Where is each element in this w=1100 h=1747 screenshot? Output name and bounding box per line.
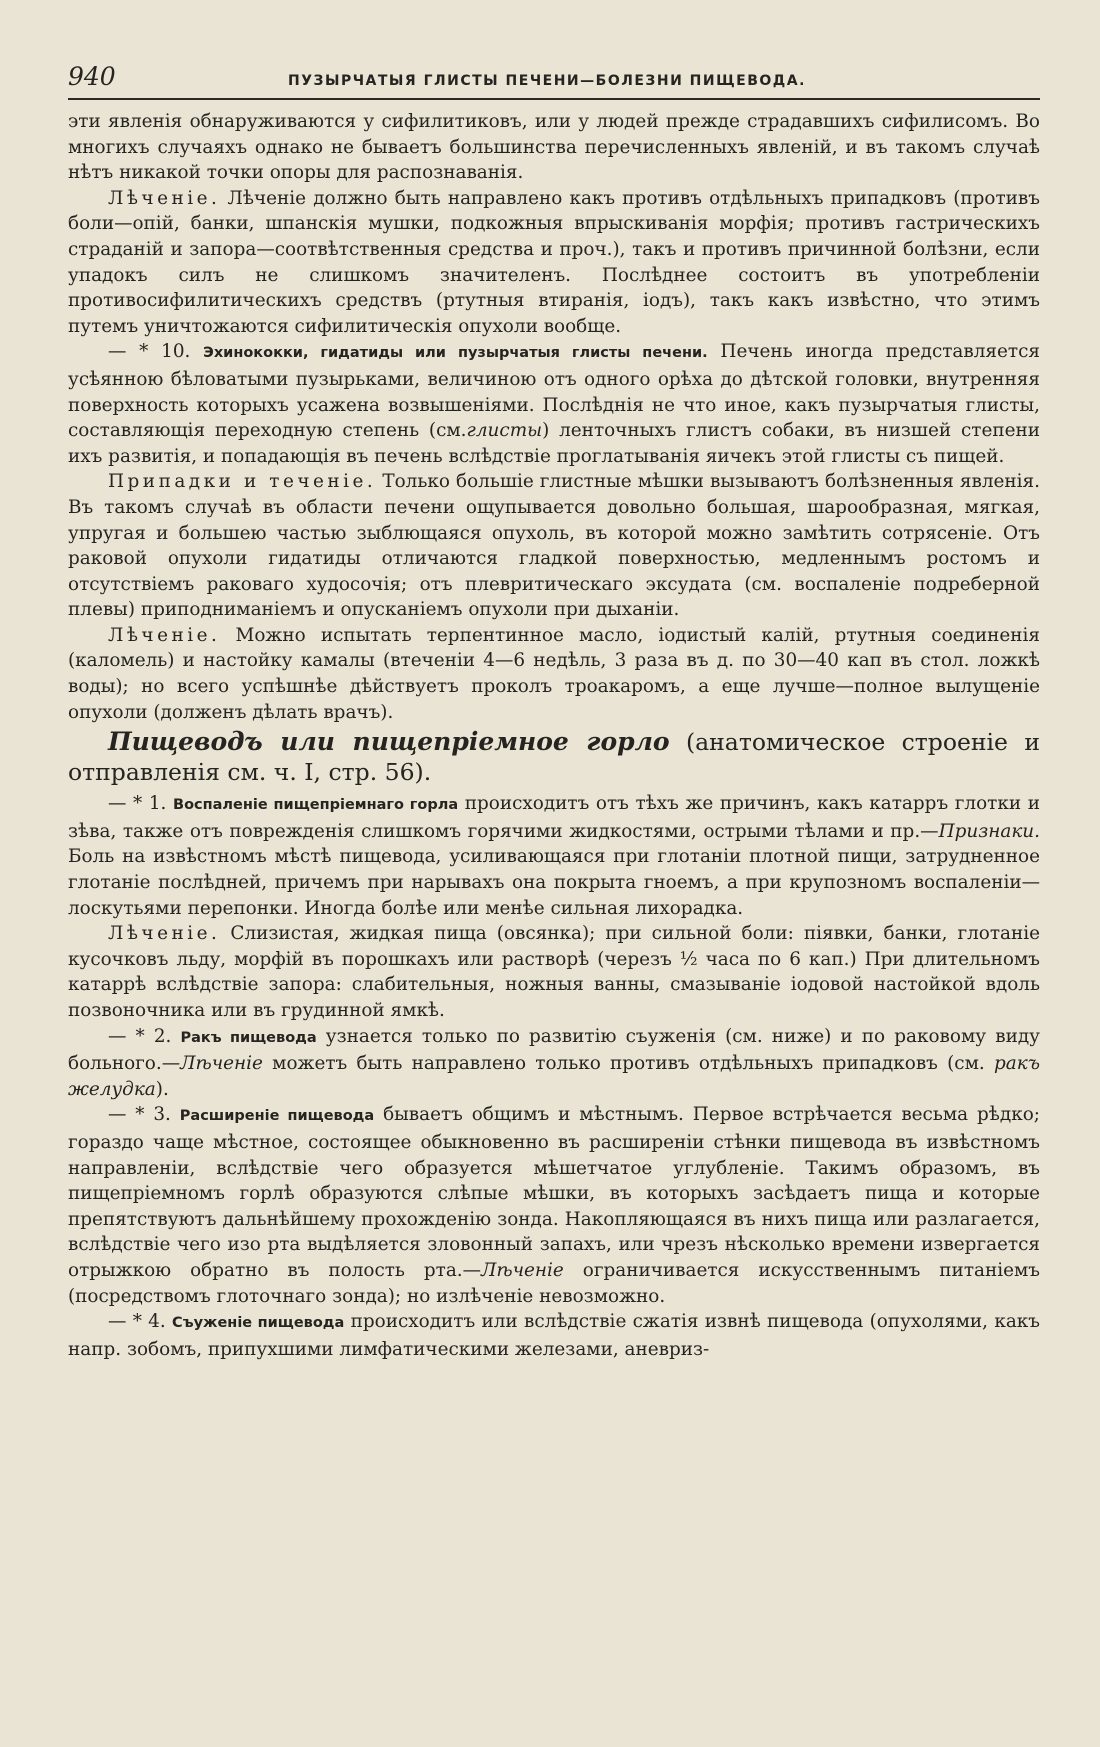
- paragraph-syphilis-treatment: [68, 186, 1040, 340]
- section-title: Эхинококки, гидатиды или пузырчатыя глисты печени.: [203, 345, 708, 362]
- page-header: [68, 62, 1040, 100]
- section-title: Ракъ пищевода: [180, 1029, 317, 1046]
- paragraph-text: узнается только по развитію съуженія (см. ниже) и по раковому виду больного.—: [68, 1025, 1040, 1075]
- paragraph-esophageal-cancer: [68, 1024, 1040, 1103]
- paragraph-text: Боль на извѣстномъ мѣстѣ пищевода, усиливающаяся при глотаніи плотной пищи, затрудненное глотаніе послѣдней, причемъ при нарывахъ она покрыта гноемъ, а при крупозномъ воспаленіи—лоскутьями перепонки. Иногда болѣе или менѣе сильная лихорадка.: [68, 846, 1040, 919]
- subheading: Лѣченіе: [180, 1053, 263, 1075]
- paragraph-text: бываетъ общимъ и мѣстнымъ. Первое встрѣчается весьма рѣдко; гораздо чаще мѣстное, состоящее обыкновенно въ расширеніи стѣнки пищевода въ извѣстномъ направленіи, вслѣдствіе чего образуется мѣшетчатое углубленіе. Такимъ образомъ, въ пищепріемномъ горлѣ образуются слѣпые мѣшки, въ которыхъ засѣдаетъ пища и которые препятствуютъ дальнѣйшему прохожденію зонда. Накопляющаяся въ нихъ пища или разлагается, вслѣдствіе чего изо рта выдѣляется зловонный запахъ, или чрезъ нѣсколько времени извергается отрыжкою обратно въ полость рта.—: [68, 1104, 1040, 1281]
- section-number: — * 3.: [108, 1104, 171, 1126]
- paragraph-text: происходитъ отъ тѣхъ же причинъ, какъ катарръ глотки и зѣва, также отъ поврежденія слишкомъ горячими жидкостями, острыми тѣлами и пр.—: [68, 793, 1040, 842]
- running-title: ПУЗЫРЧАТЫЯ ГЛИСТЫ ПЕЧЕНИ—БОЛЕЗНИ ПИЩЕВОДА.: [288, 73, 806, 89]
- paragraph-text: ограничивается искусственнымъ питаніемъ (посредствомъ глоточнаго зонда); но излѣченіе невозможно.: [68, 1259, 1040, 1307]
- paragraph-label: Лѣченіе.: [108, 624, 221, 646]
- paragraph-echinococcus-treatment: [68, 623, 1040, 725]
- paragraph-text: можетъ быть направлено только противъ отдѣльныхъ припадковъ (см.: [272, 1053, 985, 1075]
- paragraph-text: эти явленія обнаруживаются у сифилитиковъ, или у людей прежде страдавшихъ сифилисомъ. Во многихъ случаяхъ однако не бываетъ большинства перечисленныхъ явленій, и въ такомъ случаѣ нѣтъ никакой точки опоры для распознаванія.: [68, 111, 1040, 184]
- paragraph-text: ).: [155, 1078, 169, 1100]
- paragraph-text: Можно испытать терпентинное масло, іодистый калій, ртутныя соединенія (каломель) и настойку камалы (втеченіи 4—6 недѣль, 3 раза въ д. по 30—40 кап въ стол. ложкѣ воды); но всего успѣшнѣе дѣйствуетъ проколъ троакаромъ, а еще лучше—полное вылущеніе опухоли (долженъ дѣлать врачъ).: [68, 624, 1040, 723]
- paragraph-echinococcus: [68, 339, 1040, 469]
- section-number: — * 1.: [108, 793, 167, 815]
- cross-reference: ракъ желудка: [68, 1053, 1040, 1100]
- page-number: 940: [68, 62, 116, 91]
- chapter-subtitle: (анатомическое строеніе и отправленія см. ч. I, стр. 56).: [68, 728, 1040, 787]
- paragraph-esophageal-dilation: [68, 1102, 1040, 1309]
- paragraph-label: Лѣченіе.: [108, 923, 221, 945]
- subheading: Лѣченіе: [481, 1259, 564, 1281]
- section-title: Расширеніе пищевода: [179, 1108, 375, 1125]
- paragraph-echinococcus-symptoms: [68, 469, 1040, 623]
- subheading: Признаки.: [938, 820, 1040, 842]
- paragraph-esophagitis-treatment: [68, 921, 1040, 1023]
- paragraph-text: Слизистая, жидкая пища (овсянка); при сильной боли: піявки, банки, глотаніе кусочковъ льду, морфій въ порошкахъ или растворѣ (черезъ ½ часа по 6 кап.) При длительномъ катаррѣ вслѣдствіе запора: слабительныя, ножныя ванны, смазываніе іодовой настойкой вдоль позвоночника или въ грудинной ямкѣ.: [68, 923, 1040, 1021]
- section-title: Воспаленіе пищепріемнаго горла: [173, 797, 459, 814]
- section-title: Съуженіе пищевода: [172, 1315, 345, 1332]
- paragraph-text: происходитъ или вслѣдствіе сжатія извнѣ пищевода (опухолями, какъ напр. зобомъ, припухшими лимфатическими железами, аневриз-: [68, 1311, 1040, 1360]
- paragraph-text: ) ленточныхъ глистъ собаки, въ низшей степени ихъ развитія, и попадающія въ печень вслѣдствіе проглатыванія яичекъ этой глисты съ пищей.: [68, 420, 1040, 467]
- page-body: [68, 109, 1040, 1362]
- paragraph-syphilis-symptoms: [68, 109, 1040, 186]
- section-number: — * 10.: [108, 341, 191, 363]
- paragraph-text: Только большіе глистные мѣшки вызываютъ болѣзненныя явленія. Въ такомъ случаѣ въ области печени ощупывается довольно большая, шарообразная, мягкая, упругая и большею частью зыблющаяся опухоль, въ которой можно замѣтить сотрясеніе. Отъ раковой опухоли гидатиды отличаются гладкой поверхностью, медленнымъ ростомъ и отсутствіемъ раковаго худосочія; отъ плевритическаго эксудата (см. воспаленіе подреберной плевы) приподниманіемъ и опусканіемъ опухоли при дыханіи.: [68, 471, 1040, 621]
- chapter-heading: [68, 727, 1040, 787]
- paragraph-label: Припадки и теченіе.: [108, 471, 377, 493]
- paragraph-esophageal-stricture: [68, 1309, 1040, 1362]
- paragraph-text: Печень иногда представляется усѣянною бѣловатыми пузырьками, величиною отъ одного орѣха до дѣтской головки, внутренняя поверхность которыхъ усажена возвышеніями. Послѣднія не что иное, какъ пузырчатыя глисты, составляющія переходную степень (см.: [68, 341, 1040, 442]
- paragraph-esophagitis: [68, 791, 1040, 921]
- chapter-title: Пищеводъ или пищепріемное горло: [108, 727, 670, 757]
- cross-reference: глисты: [466, 420, 543, 442]
- section-number: — * 2.: [108, 1025, 172, 1047]
- section-number: — * 4.: [108, 1311, 166, 1333]
- paragraph-label: Лѣченіе.: [108, 187, 221, 209]
- paragraph-text: Лѣченіе должно быть направлено какъ противъ отдѣльныхъ припадковъ (противъ боли—опій, банки, шпанскія мушки, подкожныя впрыскиванія морфія; противъ гастрическихъ страданій и запора—соотвѣтственныя средства и проч.), такъ и противъ причинной болѣзни, если упадокъ силъ не слишкомъ значителенъ. Послѣднее состоитъ въ употребленіи противосифилитическихъ средствъ (ртутныя втиранія, іодъ), такъ какъ извѣстно, что этимъ путемъ уничтожаются сифилитическія опухоли вообще.: [68, 187, 1040, 337]
